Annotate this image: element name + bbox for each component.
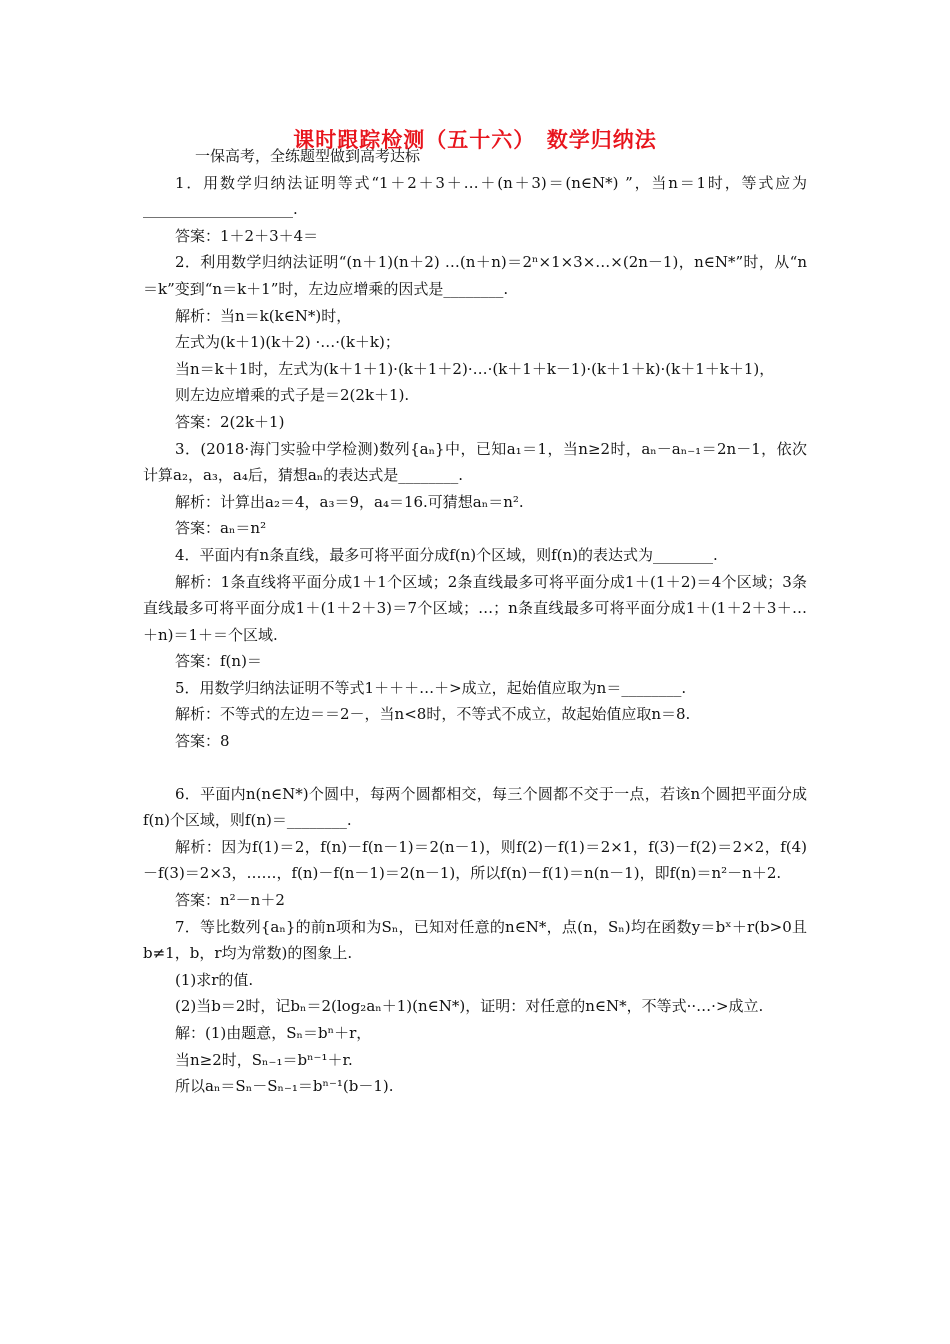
question-3: 3．(2018·海门实验中学检测)数列{aₙ}中，已知a₁＝1，当n≥2时，aₙ－aₙ₋₁＝2n－1，依次计算a₂，a₃，a₄后，猜想aₙ的表达式是________. [143,439,807,485]
solution-7-line-2: 当n≥2时，Sₙ₋₁＝bⁿ⁻¹＋r. [175,1050,353,1069]
answer-3: 答案：aₙ＝n² [175,519,267,538]
answer-6: 答案：n²－n＋2 [175,891,285,910]
question-1: 1．用数学归纳法证明等式“1＋2＋3＋…＋(n＋3)＝(n∈N*) ”，当n＝1时，等式应为____________________. [143,173,807,219]
question-6: 6．平面内n(n∈N*)个圆中，每两个圆都相交，每三个圆都不交于一点，若该n个圆把平面分成f(n)个区域，则f(n)＝________. [143,784,807,830]
question-2: 2．利用数学归纳法证明“(n＋1)(n＋2) …(n＋n)＝2ⁿ×1×3×…×(2n－1)，n∈N*”时，从“n＝k”变到“n＝k＋1”时，左边应增乘的因式是________. [143,253,807,298]
analysis-5: 解析：不等式的左边＝＝2－，当n<8时，不等式不成立，故起始值应取n＝8. [175,705,691,724]
solution-7-line-3: 所以aₙ＝Sₙ－Sₙ₋₁＝bⁿ⁻¹(b－1). [175,1077,394,1096]
section-subtitle: 一保高考，全练题型做到高考达标 [195,147,421,165]
analysis-6: 解析：因为f(1)＝2，f(n)－f(n－1)＝2(n－1)，则f(2)－f(1)＝2×1，f(3)－f(2)＝2×2，f(4)－f(3)＝2×3，……，f(n)－f(n－1)＝2(n－1)，所以f(n)－f(1)＝n(n－1)，即f(n)＝n²－n＋2. [143,837,807,883]
analysis-2-line-3: 当n＝k＋1时，左式为(k＋1＋1)·(k＋1＋2)·…·(k＋1＋k－1)·(k＋1＋k)·(k＋1＋k＋1)， [175,359,775,378]
solution-7-line-1: 解：(1)由题意，Sₙ＝bⁿ＋r， [175,1024,372,1042]
question-7-part-1: (1)求r的值. [175,970,254,989]
question-4: 4．平面内有n条直线，最多可将平面分成f(n)个区域，则f(n)的表达式为________. [175,545,718,564]
analysis-2-line-4: 则左边应增乘的式子是＝2(2k＋1). [175,386,410,405]
analysis-4: 解析：1条直线将平面分成1＋1个区域；2条直线最多可将平面分成1＋(1＋2)＝4个区域；3条直线最多可将平面分成1＋(1＋2＋3)＝7个区域；…；n条直线最多可将平面分成1＋(1＋2＋3＋…＋n)＝1＋＝个区域. [143,572,807,644]
question-7: 7．等比数列{aₙ}的前n项和为Sₙ，已知对任意的n∈N*，点(n，Sₙ)均在函数y＝bˣ＋r(b>0且b≠1，b，r均为常数)的图象上. [143,917,807,963]
question-5: 5．用数学归纳法证明不等式1＋＋＋…＋>成立，起始值应取为n＝________. [175,678,687,697]
page-title: 课时跟踪检测（五十六） 数学归纳法 [293,127,657,152]
document-body [143,143,807,1100]
spacer [143,755,807,781]
question-7-part-2: (2)当b＝2时，记bₙ＝2(log₂aₙ＋1)(n∈N*)，证明：对任意的n∈N*，不等式··…·>成立. [175,997,764,1016]
answer-1: 答案：1＋2＋3＋4＝ [175,226,319,245]
analysis-2-line-2: 左式为(k＋1)(k＋2) ·…·(k＋k)； [175,333,400,352]
answer-4: 答案：f(n)＝ [175,652,262,671]
analysis-3: 解析：计算出a₂＝4，a₃＝9，a₄＝16.可猜想aₙ＝n². [175,492,524,511]
answer-2: 答案：2(2k＋1) [175,412,285,431]
analysis-2-line-1: 解析：当n＝k(k∈N*)时， [175,306,352,325]
answer-5: 答案：8 [175,732,230,751]
